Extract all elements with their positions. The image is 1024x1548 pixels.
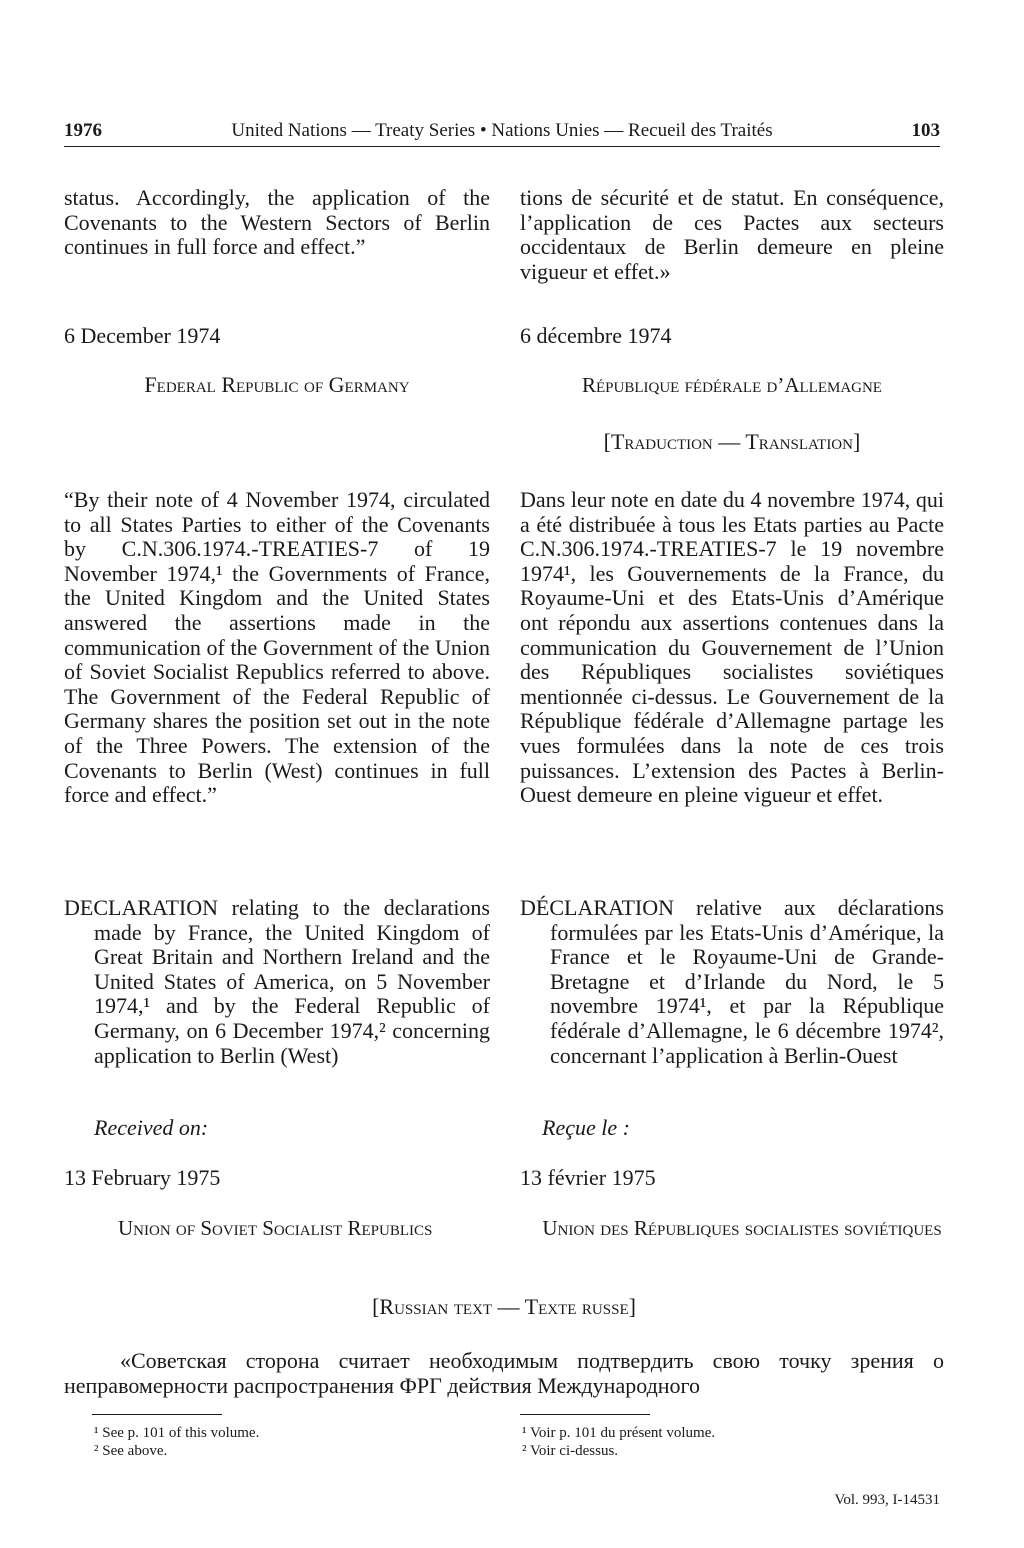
right-date-1: 6 décembre 1974 — [520, 323, 672, 348]
russian-text-note: [Russian text — Texte russe] — [372, 1294, 636, 1319]
footnotes-fr — [522, 1424, 715, 1460]
left-country-1: Federal Republic of Germany — [144, 372, 410, 397]
left-date-1: 6 December 1974 — [64, 323, 221, 348]
right-received-label: Reçue le : — [542, 1115, 630, 1140]
left-date-2: 13 February 1975 — [64, 1165, 221, 1190]
footnote-fr-1: ¹ Voir p. 101 du présent volume. — [522, 1425, 716, 1441]
footnotes-en — [94, 1424, 259, 1460]
left-declaration-text: relating to the declarations made by France, the United Kingdom of Great Britain and Northern Ireland and the United States of America, on 5 November 1974,¹ and by the Federal Republic of Germany, on 6 December 1974,² concerning application to Berlin (West) — [94, 895, 490, 1068]
footnote-fr-2: ² Voir ci-dessus. — [522, 1443, 619, 1459]
right-country-1: République fédérale d’Allemagne — [582, 373, 882, 397]
running-header — [64, 118, 940, 147]
footnote-en-1: ¹ See p. 101 of this volume. — [94, 1425, 260, 1441]
header-page-number: 103 — [911, 120, 940, 141]
left-declaration — [64, 896, 490, 1068]
footnote-rule-left — [92, 1414, 222, 1415]
header-title: United Nations — Treaty Series • Nations Unies — Recueil des Traités — [231, 120, 773, 141]
left-declaration-lead: DECLARATION — [64, 895, 218, 920]
left-paragraph-1: status. Accordingly, the application of the Covenants to the Western Sectors of Berlin continues in full force and effect.” — [64, 185, 490, 260]
header-year: 1976 — [64, 120, 102, 141]
footnote-en-2: ² See above. — [94, 1443, 168, 1459]
left-country-2: Union of Soviet Socialist Republics — [118, 1216, 433, 1240]
right-paragraph-1: tions de sécurité et de statut. En conséquence, l’application de ces Pactes aux secteurs occidentaux de Berlin demeure en pleine vigueur et effet.» — [520, 185, 944, 284]
footnote-rule-right — [520, 1414, 650, 1415]
right-translation-note: [Traduction — Translation] — [603, 429, 861, 454]
right-declaration — [520, 896, 944, 1068]
russian-text: «Советская сторона считает необходимым подтвердить свою точку зрения о неправомерности распространения ФРГ действия Международного — [64, 1348, 944, 1398]
right-date-2: 13 février 1975 — [520, 1165, 656, 1190]
right-declaration-lead: DÉCLARATION — [520, 895, 674, 920]
right-quote: Dans leur note en date du 4 novembre 1974, qui a été distribuée à tous les Etats parties au Pacte C.N.306.1974.-TREATIES-7 le 19 novembre 1974¹, les Gouvernements de la France, du Royaume-Uni et des Etats-Unis d’Amérique ont répondu aux assertions contenues dans la communication du Gouvernement de l’Union des Républiques socialistes soviétiques mentionnée ci-dessus. Le Gouvernement de la République fédérale d’Allemagne partage les vues formulées dans la note de ces trois puissances. L’extension des Pactes à Berlin-Ouest demeure en pleine vigueur et effet. — [520, 487, 944, 808]
left-quote: “By their note of 4 November 1974, circulated to all States Parties to either of the Covenants by C.N.306.1974.-TREATIES-7 of 19 November 1974,¹ the Governments of France, the United Kingdom and the United States answered the assertions made in the communication of the Government of the Union of Soviet Socialist Republics referred to above. The Government of the Federal Republic of Germany shares the position set out in the note of the Three Powers. The extension of the Covenants to Berlin (West) continues in full force and effect.” — [64, 487, 490, 808]
right-country-2: Union des Républiques socialistes soviétiques — [542, 1216, 942, 1240]
left-received-label: Received on: — [94, 1115, 209, 1140]
volume-reference: Vol. 993, I-14531 — [834, 1492, 940, 1508]
right-declaration-text: relative aux déclarations formulées par les Etats-Unis d’Amérique, la France et le Royaume-Uni de Grande-Bretagne et d’Irlande du Nord, le 5 novembre 1974¹, et par la République fédérale d’Allemagne, le 6 décembre 1974², concernant l’application à Berlin-Ouest — [550, 895, 944, 1068]
